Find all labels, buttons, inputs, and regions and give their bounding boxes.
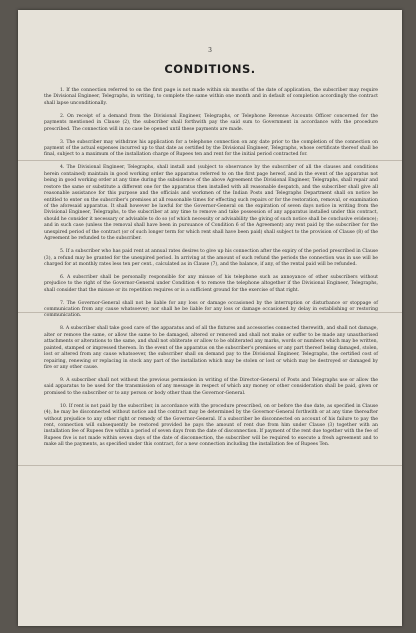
clause-2: 2. On receipt of a demand from the Divisional Engineer, Telegraphs, or Telephone Revenue Accounts Officer concerned for the payments mentioned in Clause (2), the subscriber shall forthwith pay the said sum to Government in accordance with the procedure prescribed. The connection will in no case be opened until these payments are made. bbox=[44, 113, 378, 132]
page-title: CONDITIONS. bbox=[164, 62, 256, 76]
clause-9: 9. A subscriber shall not without the previous permission in writing of the Director-General of Posts and Telegraphs use or allow the said apparatus to be used for the transmission of any message in respect of which any money or other consideration shall be paid, given or promised to the subscriber or to any person or body other than the Governor-General. bbox=[44, 377, 378, 396]
clause-4: 4. The Divisional Engineer, Telegraphs, shall install and (subject to observance by the subscriber of all the clauses and conditions herein contained) maintain in good working order the apparatus referred to on the first page hereof, and in the event of the apparatus not being in good working order at any time during the subsistence of the above Agreement the Divisional Engineer, Telegraphs, shall repair and restore the same or substitute a different one for the apparatus then installed with all reasonable despatch, and the subscriber shall give all reasonable assistance for this purpose and the officials and workmen of the Indian Posts and Telegraphs Department shall on notice be entitled to enter on the subscriber's premises at all reasonable times for effecting such repairs or for the restoration, removal, or examination of the aforesaid apparatus. It shall however be lawful for the Governor-General on the expiration of seven days notice in writing from the Divisional Engineer, Telegraphs, to the subscriber at any time to remove and take possession of any apparatus installed under this contract, should he consider it necessary or advisable to do so (of which necessity or advisability the giving of such notice shall be conclusive evidence); and in such case (unless the removal shall have been in pursuance of Condition 6 of the Agreement) any rent paid by the subscriber for the unexpired period of the contract (or of such longer term for which rent shall have been paid) shall subject to the provision of Clause (8) of the Agreement be refunded to the subscriber. bbox=[44, 165, 378, 242]
fold-line bbox=[18, 465, 402, 466]
clause-7: 7. The Governor-General shall not be liable for any loss or damage occasioned by the interruption or disturbance or stoppage of communication from any cause whatsoever; nor shall he be liable for any loss or damage occasioned by delay in establishing or restoring communication. bbox=[44, 300, 378, 319]
page-number: 3 bbox=[208, 47, 212, 54]
clause-10: 10. If rent is not paid by the subscriber, in accordance with the procedure prescribed, on or before the due date, as specified in Clause (4), he may be disconnected without notice and the contract may be determined by the Governor-General forthwith or at any time thereafter without prejudice to any other right or remedy of the Governor-General. If a subscriber be disconnected on account of his failure to pay the rent, connection will subsequently be restored provided he pays the amount of rent due from him under Clause (3) together with an installation fee of Rupees five within a period of seven days from the date of disconnection. If payment of the rent due together with the fee of Rupees five is not made within seven days of the date of disconnection, the subscriber will be required to execute a fresh agreement and to make all the payments, as specified under this contract, for a new connection including the installation fee of Rupees Ten. bbox=[44, 403, 378, 448]
clause-6: 6. A subscriber shall be personally responsible for any misuse of his telephone such as annoyance of other subscribers without prejudice to the right of the Governor-General under Condition 4 to remove the telephone altogether if the Divisional Engineer, Telegraphs, shall consider that the misuse or its repetition requires or is a sufficient ground for the exercise of that right. bbox=[44, 274, 378, 293]
clause-8: 8. A subscriber shall take good care of the apparatus and of all the fixtures and accessories connected therewith, and shall not damage, alter or remove the same, or allow the same to be damaged, altered or removed and shall not make or suffer to be made any unauthorised attachments or alterations to the same, and shall not obliterate or allow to be obliterated any marks, words or numbers which may be written, painted, stamped or impressed thereon. In the event of the apparatus on the subscriber's premises or any part thereof being damaged, stolen, lost or altered from any cause whatsoever, the subscriber shall on demand pay to the Divisional Engineer, Telegraphs, the certified cost of repairing, renewing or replacing in stock any part of the installation which may be stolen or lost or which may be destroyed or damaged by fire or any other cause. bbox=[44, 326, 378, 371]
clause-3: 3. The subscriber may withdraw his application for a telephone connection on any date prior to the completion of the connection on payment of the actual expenses incurred up to that date as certified by the Divisional Engineer, Telegraphs, whose certificate thereof shall be final, subject to a maximum of the installation charge of Rupees ten and rent for the initial period contracted for. bbox=[44, 139, 378, 158]
document-page bbox=[18, 10, 402, 626]
clause-1: 1. If the connection referred to on the first page is not made within six months of the date of application, the subscriber may require the Divisional Engineer, Telegraphs, in writing, to complete the same within one month and in default of completion accordingly the contract shall lapse unconditionally. bbox=[44, 88, 378, 106]
clause-5: 5. If a subscriber who has paid rent at annual rates desires to give up his connection after the expiry of the period prescribed in Clause (3), a refund may be granted for the unexpired period. In arriving at the amount of such refund the periods the connection was in use will be charged for at monthly rates less ten per cent., calculated as in Clause (7), and the balance, if any, of the rental paid will be refunded. bbox=[44, 249, 378, 267]
conditions-body bbox=[44, 88, 378, 455]
